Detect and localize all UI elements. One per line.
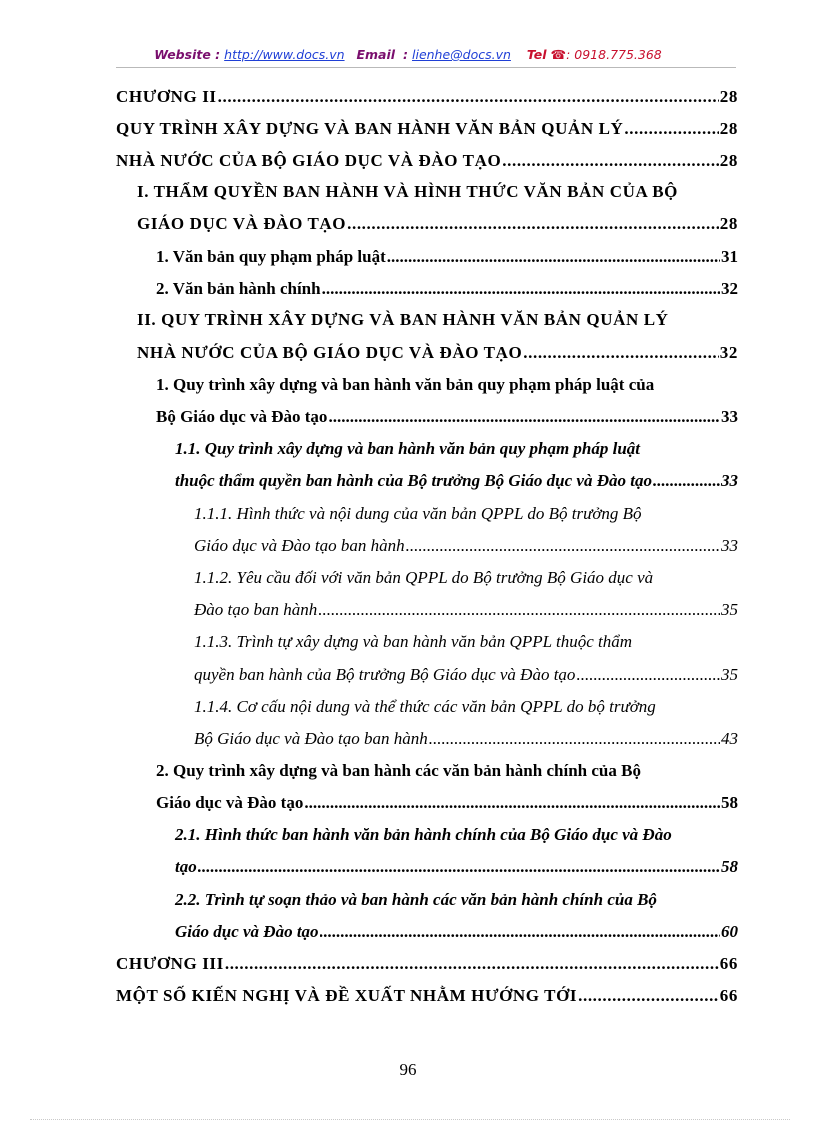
toc-title: NHÀ NƯỚC CỦA BỘ GIÁO DỤC VÀ ĐÀO TẠO xyxy=(116,151,502,170)
toc-leader xyxy=(576,665,720,685)
toc-leader xyxy=(225,954,719,974)
toc-title: Giáo dục và Đào tạo xyxy=(175,922,319,941)
toc-title: tạo xyxy=(175,857,197,876)
toc-leader xyxy=(406,536,720,556)
phone-number: : 0918.775.368 xyxy=(566,47,662,62)
toc-entry-2-1-hinh-thuc[interactable] xyxy=(175,857,738,877)
toc-title: MỘT SỐ KIẾN NGHỊ VÀ ĐỀ XUẤT NHẰM HƯỚNG TỚI xyxy=(116,986,578,1005)
toc-page: 35 xyxy=(721,665,738,684)
page-number: 96 xyxy=(399,1060,417,1079)
toc-page: 58 xyxy=(721,793,738,812)
toc-leader xyxy=(318,600,720,620)
toc-title: Bộ Giáo dục và Đào tạo xyxy=(156,407,328,426)
phone-icon: ☎ xyxy=(550,47,567,62)
toc-entry-chuong-3[interactable] xyxy=(116,954,738,974)
toc-page: 28 xyxy=(719,87,738,106)
toc-page: 33 xyxy=(721,536,738,555)
toc-title: 2. Văn bản hành chính xyxy=(156,279,321,298)
email-label: Email xyxy=(356,47,396,62)
website-label: Website : xyxy=(154,47,221,62)
toc-leader xyxy=(387,247,720,267)
toc-page: 28 xyxy=(719,119,738,138)
website-link[interactable]: http://www.docs.vn xyxy=(224,47,345,62)
toc-entry-2-vbhc[interactable] xyxy=(156,279,738,299)
toc-line: 1. Quy trình xây dựng và ban hành văn bản quy phạm pháp luật của xyxy=(156,375,655,394)
toc-leader xyxy=(624,119,718,139)
toc-entry-1-1[interactable] xyxy=(175,471,738,491)
toc-leader xyxy=(429,729,720,749)
toc-title: QUY TRÌNH XÂY DỰNG VÀ BAN HÀNH VĂN BẢN QUẢN LÝ xyxy=(116,119,624,138)
toc-title: quyền ban hành của Bộ trưởng Bộ Giáo dục và Đào tạo xyxy=(194,665,576,684)
toc-title: NHÀ NƯỚC CỦA BỘ GIÁO DỤC VÀ ĐÀO TẠO xyxy=(137,343,523,362)
toc-page: 58 xyxy=(721,857,738,876)
toc-line: 1.1.3. Trình tự xây dựng và ban hành văn bản QPPL thuộc thẩm xyxy=(194,632,633,651)
toc-page: 32 xyxy=(719,343,738,362)
toc-page: 66 xyxy=(719,986,738,1005)
toc-page: 33 xyxy=(721,407,738,426)
toc-page: 43 xyxy=(721,729,738,748)
toc-title: thuộc thẩm quyền ban hành của Bộ trưởng Bộ Giáo dục và Đào tạo xyxy=(175,471,652,490)
toc-leader xyxy=(304,793,720,813)
toc-entry-nha-nuoc[interactable] xyxy=(116,151,738,171)
toc-title: 1. Văn bản quy phạm pháp luật xyxy=(156,247,386,266)
tel-label: Tel xyxy=(526,47,547,62)
footer-rule xyxy=(30,1119,790,1120)
toc-entry-1-1-1[interactable] xyxy=(194,536,738,556)
toc-leader xyxy=(198,857,720,877)
toc-line: 1.1.1. Hình thức và nội dung của văn bản QPPL do Bộ trưởng Bộ xyxy=(194,504,642,523)
toc-entry-2-2-trinh-tu[interactable] xyxy=(175,922,738,942)
toc-title: GIÁO DỤC VÀ ĐÀO TẠO xyxy=(137,214,347,233)
toc-entry-1-vbqppl[interactable] xyxy=(156,247,738,267)
toc-line: II. QUY TRÌNH XÂY DỰNG VÀ BAN HÀNH VĂN BẢN QUẢN LÝ xyxy=(137,310,669,329)
toc-page: 32 xyxy=(721,279,738,298)
toc-leader xyxy=(502,151,719,171)
toc-page: 31 xyxy=(721,247,738,266)
toc-line: 1.1. Quy trình xây dựng và ban hành văn bản quy phạm pháp luật xyxy=(175,439,641,458)
toc-page: 60 xyxy=(721,922,738,941)
toc-entry-2-2[interactable] xyxy=(156,793,738,813)
toc-title: Đào tạo ban hành xyxy=(194,600,318,619)
toc-entry-1-1-2[interactable] xyxy=(194,600,738,620)
toc-line: 2. Quy trình xây dựng và ban hành các văn bản hành chính của Bộ xyxy=(156,761,641,780)
toc-leader xyxy=(328,407,720,427)
toc-leader xyxy=(320,922,720,942)
toc-entry-section-1[interactable] xyxy=(137,214,738,234)
toc-page: 66 xyxy=(719,954,738,973)
toc-entry-section-2[interactable] xyxy=(137,343,738,363)
toc-title: Bộ Giáo dục và Đào tạo ban hành xyxy=(194,729,428,748)
toc-entry-kien-nghi[interactable] xyxy=(116,986,738,1006)
toc-page: 28 xyxy=(719,151,738,170)
toc-leader xyxy=(578,986,719,1006)
toc-line: 1.1.2. Yêu cầu đối với văn bản QPPL do Bộ trưởng Bộ Giáo dục và xyxy=(194,568,654,587)
email-separator: : xyxy=(403,47,409,62)
toc-title: Giáo dục và Đào tạo xyxy=(156,793,304,812)
toc-entry-2-1[interactable] xyxy=(156,407,738,427)
toc-line: 2.2. Trình tự soạn thảo và ban hành các văn bản hành chính của Bộ xyxy=(175,890,657,909)
toc-line: 1.1.4. Cơ cấu nội dung và thể thức các văn bản QPPL do bộ trưởng xyxy=(194,697,656,716)
toc-title: CHƯƠNG III xyxy=(116,954,224,973)
toc-page: 33 xyxy=(721,471,738,490)
toc-line: 2.1. Hình thức ban hành văn bản hành chính của Bộ Giáo dục và Đào xyxy=(175,825,672,844)
toc-title: CHƯƠNG II xyxy=(116,87,217,106)
toc-leader xyxy=(322,279,720,299)
toc-page: 35 xyxy=(721,600,738,619)
toc-page: 28 xyxy=(719,214,738,233)
toc-line: I. THẨM QUYỀN BAN HÀNH VÀ HÌNH THỨC VĂN BẢN CỦA BỘ xyxy=(137,182,678,201)
toc-leader xyxy=(218,87,719,107)
toc-title: Giáo dục và Đào tạo ban hành xyxy=(194,536,405,555)
toc-entry-chuong-2[interactable] xyxy=(116,87,738,107)
email-link[interactable]: lienhe@docs.vn xyxy=(412,47,511,62)
toc-leader xyxy=(523,343,719,363)
toc-entry-1-1-4[interactable] xyxy=(194,729,738,749)
toc-entry-quy-trinh[interactable] xyxy=(116,119,738,139)
toc-entry-1-1-3[interactable] xyxy=(194,665,738,685)
toc-leader xyxy=(347,214,719,234)
toc-leader xyxy=(653,471,720,491)
